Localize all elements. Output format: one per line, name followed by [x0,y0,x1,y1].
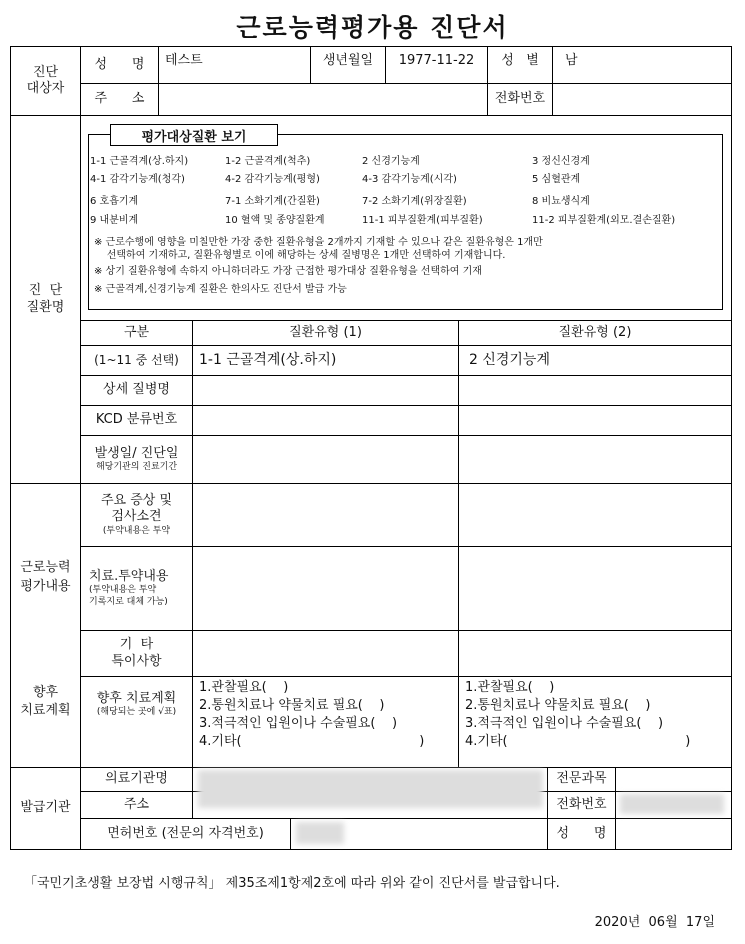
symptom-sub: (투약내용은 투약 [102,525,171,536]
treat1-field[interactable] [192,546,459,631]
disease-item: 6 호흡기계 [90,196,139,207]
page-title: 근로능력평가용 진단서 [236,13,509,42]
license-label: 면허번호 (전문의 자격번호) [80,818,291,850]
plan2-option[interactable]: 1.관찰필요( ) [465,680,555,695]
disease-item: 1-2 근골격계(척추) [225,156,311,167]
disease-item: 8 비뇨생식계 [532,196,590,207]
address-label: 주 소 [80,83,159,116]
name-field[interactable]: 테스트 [158,46,311,84]
note-2: ※ 상기 질환유형에 속하지 아니하더라도 가장 근접한 평가대상 질환유형을 선택하여 기재 [94,266,482,277]
type2-field[interactable]: 2 신경기능계 [458,345,732,376]
type1-field[interactable]: 1-1 근골격계(상.하지) [192,345,459,376]
disease-item: 5 심혈관계 [532,174,581,185]
kcd-label: KCD 분류번호 [80,405,193,436]
etc1-field[interactable] [192,630,459,677]
disease-item: 2 신경기능계 [362,156,420,167]
note-3: ※ 근골격계,신경기능계 질환은 한의사도 진단서 발급 가능 [94,284,347,295]
plan1-option[interactable]: 1.관찰필요( ) [199,680,289,695]
symptom-label: 주요 증상 및 검사소견 [100,493,173,525]
plan2-option[interactable]: 4.기타( ) [465,734,691,749]
kcd2-field[interactable] [458,405,732,436]
redacted-phone [620,794,724,814]
note-1: ※ 근로수행에 영향을 미칠만한 가장 중한 질환유형을 2개까지 기재할 수 있으나 같은 질환유형은 1개만 선택하여 기재하고, 질환유형별로 이에 해당하는 상세 질병명은 1개만 선택하여 기재합니다. [94,237,543,261]
sex-field[interactable]: 남 [552,46,732,84]
category-header: 구분 [80,320,193,346]
phone-field[interactable] [552,83,732,116]
birth-label: 생년월일 [310,46,386,84]
plan2-option[interactable]: 2.통원치료나 약물치료 필요( ) [465,698,651,713]
disease-item: 4-1 감각기능계(청각) [90,174,185,185]
disease-item: 3 정신신경계 [532,156,590,167]
treat-label: 치료.투약내용 [89,569,169,585]
disease-item: 11-2 피부질환계(외모.결손질환) [532,215,676,226]
hospital-label: 의료기관명 [80,767,193,792]
footer-statement: 「국민기초생활 보장법 시행규칙」 제35조제1항제2호에 따라 위와 같이 진단서를 발급합니다. [24,876,560,891]
select-label: (1~11 중 선택) [80,345,193,376]
kcd1-field[interactable] [192,405,459,436]
plan-label: 향후 치료계획 [96,691,177,706]
issue-date: 2020년 06월 17일 [594,915,715,930]
date-label: 발생일/ 진단일 [94,445,179,461]
birth-field[interactable]: 1977-11-22 [385,46,488,84]
issuer-section-label: 발급기관 [10,767,81,850]
date-sub: 해당기관의 진료기간 [95,462,178,472]
name-label: 성 명 [80,46,159,84]
disease-item: 1-1 근골격계(상.하지) [90,156,189,167]
date2-field[interactable] [458,435,732,484]
doctor-name-label: 성 명 [547,818,616,850]
disease-item: 7-1 소화기계(간질환) [225,196,320,207]
diagnosis-section-label: 진 단 질환명 [10,115,81,484]
plan1-option[interactable]: 3.적극적인 입원이나 수술필요( ) [199,716,398,731]
symptom-label-cell [80,483,193,547]
patient-section-label: 진단 대상자 [10,46,81,116]
phone-label: 전화번호 [487,83,553,116]
plan1-option[interactable]: 4.기타( ) [199,734,425,749]
redacted-license [296,822,344,844]
symptom1-field[interactable] [192,483,459,547]
eval-section-cell [10,483,81,768]
sex-label: 성 별 [487,46,553,84]
treat2-field[interactable] [458,546,732,631]
etc2-field[interactable] [458,630,732,677]
issuer-phone-label: 전화번호 [547,791,616,819]
plan1-option[interactable]: 2.통원치료나 약물치료 필요( ) [199,698,385,713]
disease-item: 4-2 감각기능계(평형) [225,174,320,185]
date-label-cell [80,435,193,484]
disease-item: 4-3 감각기능계(시각) [362,174,457,185]
redacted-hospital [198,770,543,808]
issuer-address-label: 주소 [80,791,193,819]
detail-label: 상세 질병명 [80,375,193,406]
plan-section-label: 향후 치료계획 [20,685,71,719]
treat-sub: (투약내용은 투약 기록지로 대체 가능) [89,585,168,607]
disease-item: 10 혈액 및 종양질환계 [225,215,325,226]
date1-field[interactable] [192,435,459,484]
plan2-option[interactable]: 3.적극적인 입원이나 수술필요( ) [465,716,664,731]
disease-item: 9 내분비계 [90,215,139,226]
etc-label: 기 타 특이사항 [80,630,193,677]
type1-header: 질환유형 (1) [192,320,459,346]
plan-sub: (해당되는 곳에 √표) [96,707,177,718]
eval-section-label: 근로능력 평가내용 [20,560,71,594]
disease-item: 11-1 피부질환계(피부질환) [362,215,483,226]
address-field[interactable] [158,83,488,116]
specialty-field[interactable] [615,767,732,792]
plan1-options [192,676,459,768]
plan2-options [458,676,732,768]
disease-item: 7-2 소화기계(위장질환) [362,196,467,207]
plan-label-cell [80,676,193,768]
symptom2-field[interactable] [458,483,732,547]
disease-guide-title: 평가대상질환 보기 [110,124,278,146]
detail1-field[interactable] [192,375,459,406]
doctor-name-field[interactable] [615,818,732,850]
type2-header: 질환유형 (2) [458,320,732,346]
specialty-label: 전문과목 [547,767,616,792]
detail2-field[interactable] [458,375,732,406]
treat-label-cell [80,546,193,631]
